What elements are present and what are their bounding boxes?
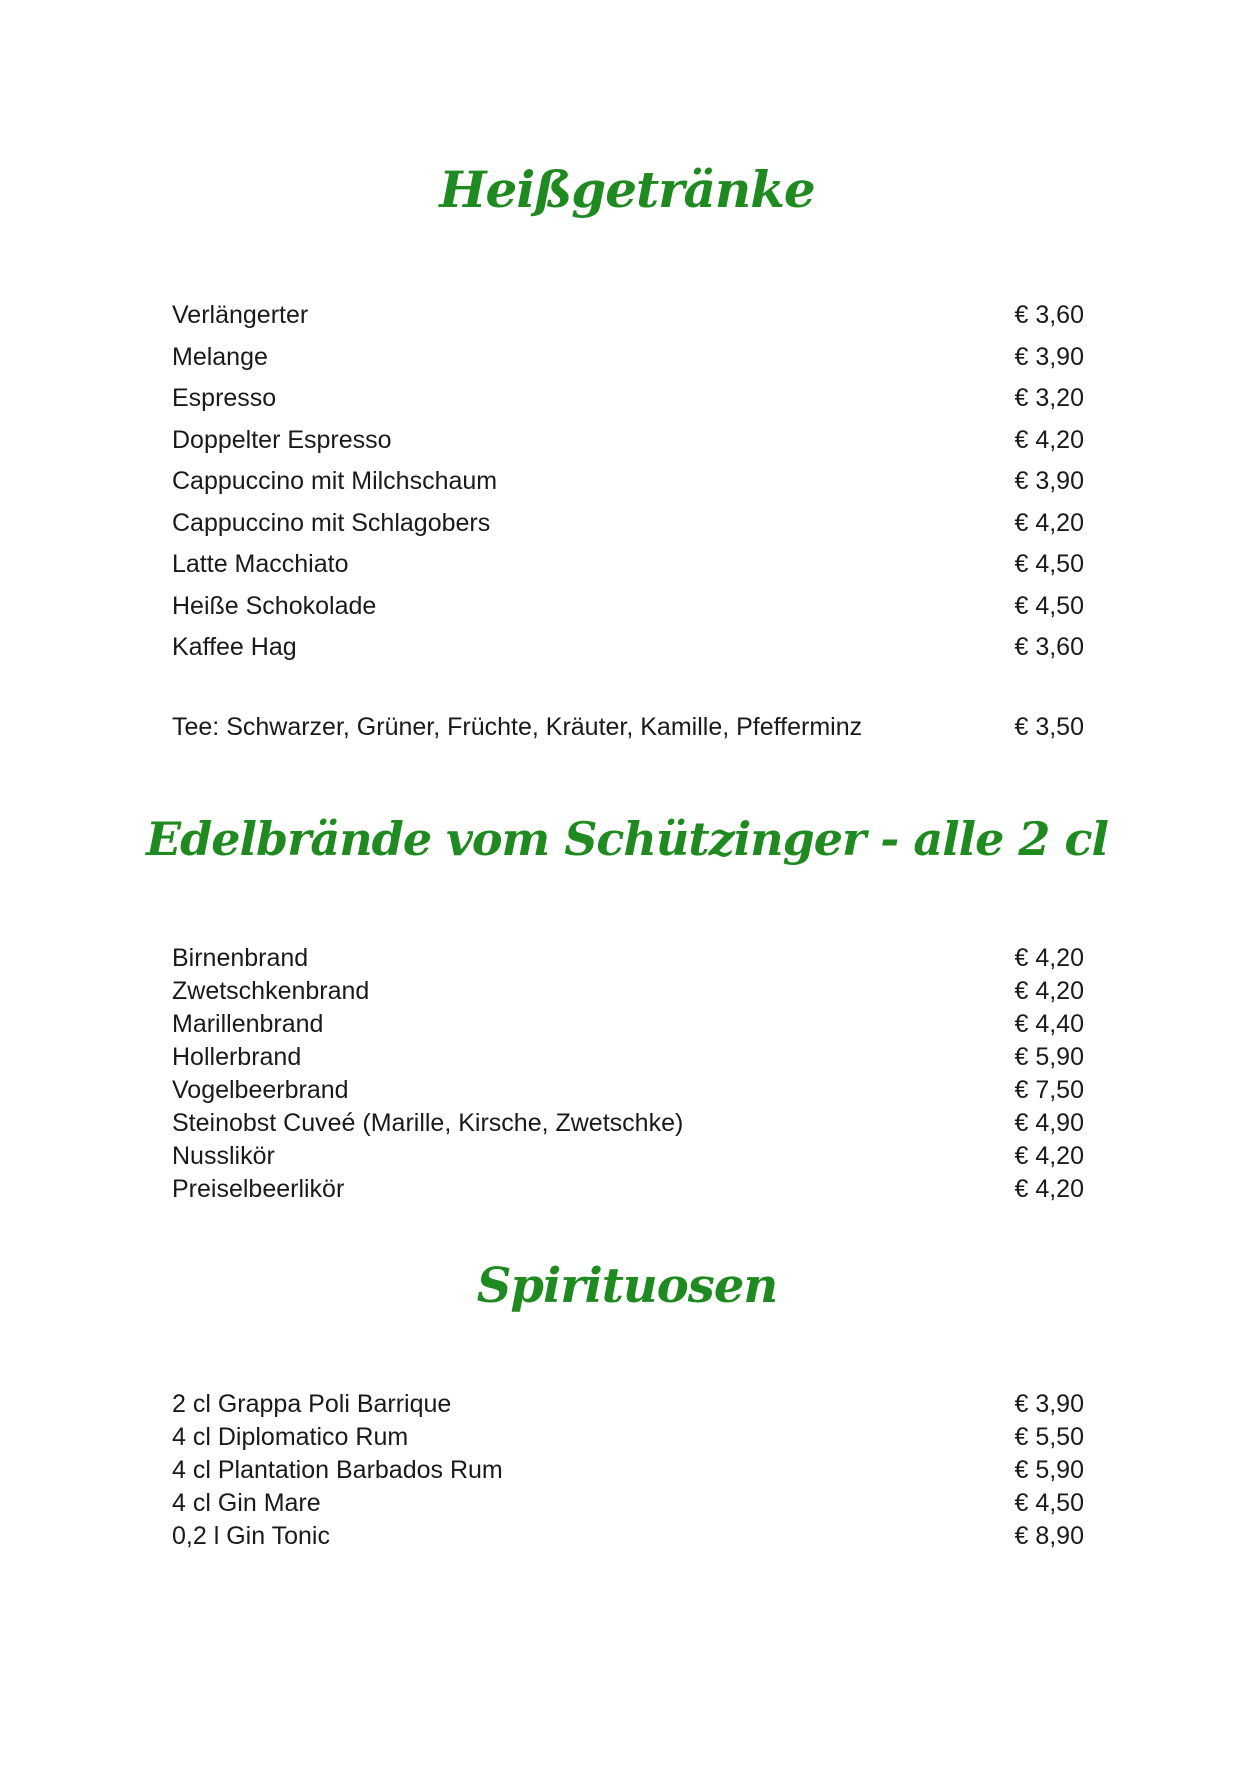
spirits-list (172, 1388, 1084, 1553)
section-title-spirits: Spirituosen (476, 1258, 778, 1314)
item-name: Verlängerter (172, 301, 309, 329)
item-name: Heiße Schokolade (172, 591, 377, 620)
item-name: 4 cl Diplomatico Rum (172, 1423, 409, 1451)
item-name: 4 cl Gin Mare (172, 1489, 321, 1517)
item-price: € 4,50 (1014, 550, 1084, 578)
item-price: € 4,20 (1014, 425, 1084, 454)
item-name: Marillenbrand (172, 1010, 324, 1038)
list-item (172, 1487, 1084, 1520)
item-name: Kaffee Hag (172, 633, 297, 661)
list-item (172, 1041, 1084, 1074)
item-price: € 4,20 (1014, 508, 1084, 537)
item-price: € 7,50 (1014, 1076, 1084, 1104)
item-name: 2 cl Grappa Poli Barrique (172, 1390, 452, 1418)
list-item (172, 378, 1084, 420)
item-price: € 3,50 (1014, 713, 1084, 741)
item-name: Cappuccino mit Schlagobers (172, 508, 491, 537)
list-item (172, 975, 1084, 1008)
item-name: Doppelter Espresso (172, 425, 392, 454)
list-item (172, 1421, 1084, 1454)
item-price: € 4,20 (1014, 977, 1084, 1005)
item-name: Zwetschkenbrand (172, 977, 370, 1005)
item-price: € 5,50 (1014, 1423, 1084, 1451)
list-item (172, 942, 1084, 975)
item-price: € 8,90 (1014, 1522, 1084, 1550)
list-item (172, 1008, 1084, 1041)
item-name: Melange (172, 342, 268, 371)
item-price: € 3,60 (1014, 633, 1084, 661)
item-name: Birnenbrand (172, 944, 309, 972)
list-item (172, 503, 1084, 545)
section-title-fine-brandies: Edelbrände vom Schützinger - alle 2 cl (146, 812, 1108, 866)
list-item (172, 461, 1084, 503)
item-name: Steinobst Cuveé (Marille, Kirsche, Zwetschke) (172, 1109, 684, 1137)
list-item (172, 707, 1084, 749)
item-price: € 4,40 (1014, 1010, 1084, 1038)
list-item (172, 1454, 1084, 1487)
list-item (172, 1388, 1084, 1421)
item-price: € 5,90 (1014, 1043, 1084, 1071)
list-item (172, 1140, 1084, 1173)
item-price: € 3,90 (1014, 1390, 1084, 1418)
list-item (172, 627, 1084, 669)
fine-brandies-list (172, 942, 1084, 1206)
item-name: 0,2 l Gin Tonic (172, 1522, 330, 1550)
item-price: € 4,20 (1014, 1142, 1084, 1170)
list-item (172, 1520, 1084, 1553)
list-item (172, 1173, 1084, 1206)
list-item (172, 420, 1084, 462)
item-name: Nusslikör (172, 1142, 275, 1170)
item-price: € 4,20 (1014, 1175, 1084, 1203)
item-name: Hollerbrand (172, 1043, 302, 1071)
item-price: € 3,90 (1014, 342, 1084, 371)
item-price: € 3,90 (1014, 467, 1084, 495)
item-name: Tee: Schwarzer, Grüner, Früchte, Kräuter, Kamille, Pfefferminz (172, 713, 863, 741)
item-price: € 5,90 (1014, 1456, 1084, 1484)
item-price: € 4,50 (1014, 1489, 1084, 1517)
item-name: Espresso (172, 384, 277, 412)
item-name: Latte Macchiato (172, 550, 349, 578)
list-item (172, 337, 1084, 379)
item-name: 4 cl Plantation Barbados Rum (172, 1456, 503, 1484)
item-price: € 4,50 (1014, 591, 1084, 620)
hot-drinks-list (172, 295, 1084, 669)
item-price: € 4,20 (1014, 944, 1084, 972)
item-name: Vogelbeerbrand (172, 1076, 349, 1104)
item-name: Preiselbeerlikör (172, 1175, 345, 1203)
list-item (172, 586, 1084, 628)
list-item (172, 544, 1084, 586)
section-title-hot-drinks: Heißgetränke (439, 160, 815, 219)
item-price: € 4,90 (1014, 1109, 1084, 1137)
list-item (172, 1107, 1084, 1140)
tea-row (172, 707, 1084, 749)
list-item (172, 1074, 1084, 1107)
item-price: € 3,20 (1014, 384, 1084, 412)
item-name: Cappuccino mit Milchschaum (172, 467, 498, 495)
list-item (172, 295, 1084, 337)
item-price: € 3,60 (1014, 301, 1084, 329)
